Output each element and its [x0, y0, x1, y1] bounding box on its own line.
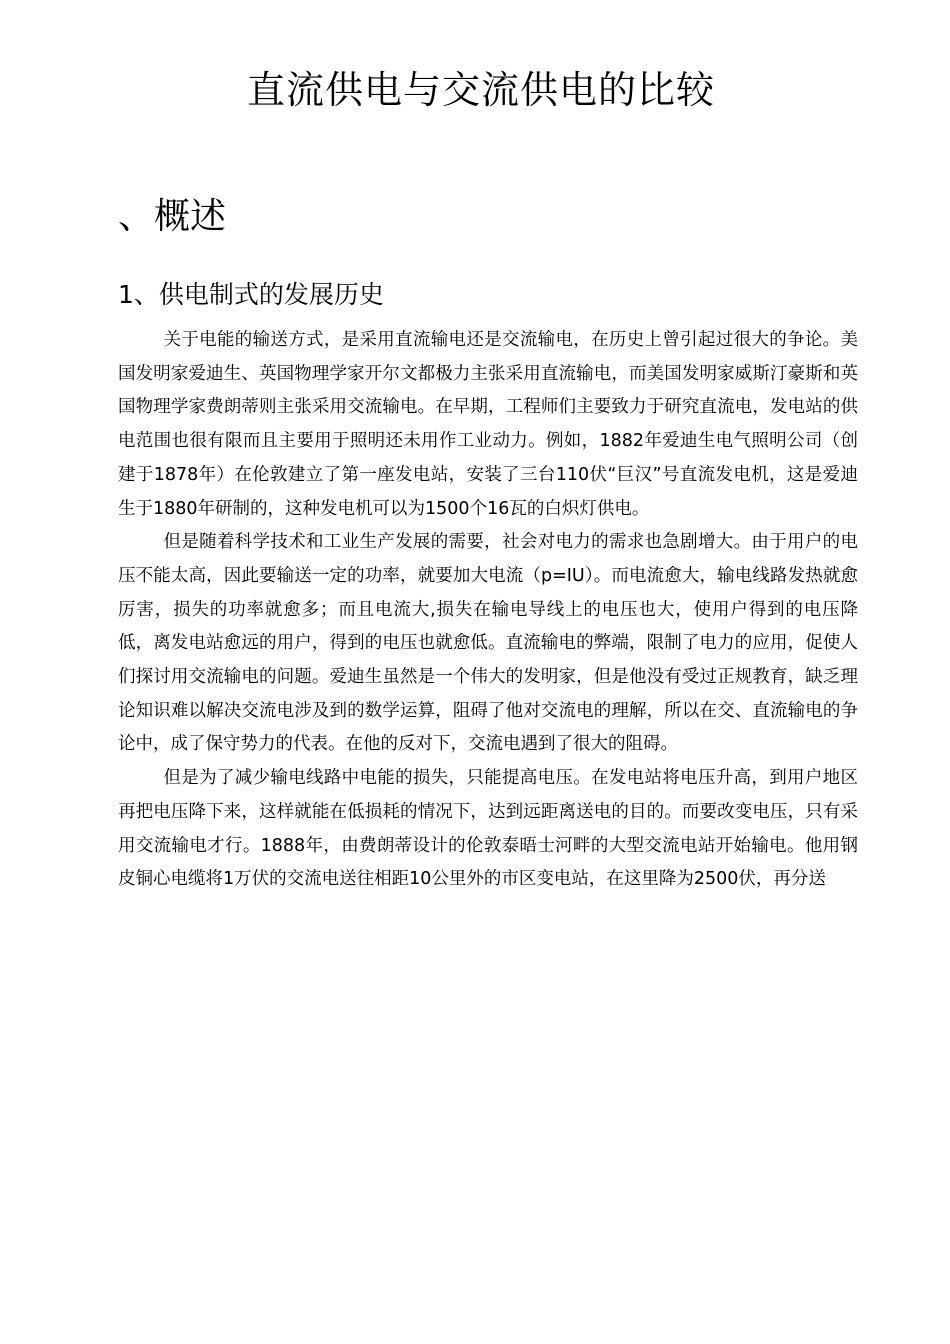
document-title: 直流供电与交流供电的比较 [246, 68, 715, 112]
paragraph: 关于电能的输送方式，是采用直流输电还是交流输电，在历史上曾引起过很大的争论。美国发明家爱迪生、英国物理学家开尔文都极力主张采用直流输电，而美国发明家威斯汀豪斯和英国物理学家费朗蒂则主张采用交流输电。在早期，工程师们主要致力于研究直流电，发电站的供电范围也很有限而且主要用于照明还未用作工业动力。例如，1882年爱迪生电气照明公司（创建于1878年）在伦敦建立了第一座发电站，安装了三台110伏“巨汉”号直流发电机，这是爱迪生于1880年研制的，这种发电机可以为1500个16瓦的白炽灯供电。 [118, 330, 858, 519]
section-heading: 、概述 [118, 196, 227, 237]
subsection-heading: 1、供电制式的发展历史 [118, 280, 384, 309]
paragraph: 但是为了减少输电线路中电能的损失，只能提高电压。在发电站将电压升高，到用户地区再把电压降下来，这样就能在低损耗的情况下，达到远距离送电的目的。而要改变电压，只有采用交流输电才行。1888年，由费朗蒂设计的伦敦泰晤士河畔的大型交流电站开始输电。他用钢皮铜心电缆将1万伏的交流电送往相距10公里外的市区变电站，在这里降为2500伏，再分送 [118, 768, 858, 890]
body-text [118, 324, 858, 897]
paragraph: 但是随着科学技术和工业生产发展的需要，社会对电力的需求也急剧增大。由于用户的电压不能太高，因此要输送一定的功率，就要加大电流（p=IU）。而电流愈大，输电线路发热就愈厉害，损失的功率就愈多；而且电流大,损失在输电导线上的电压也大，使用户得到的电压降低，离发电站愈远的用户，得到的电压也就愈低。直流输电的弊端，限制了电力的应用，促使人们探讨用交流输电的问题。爱迪生虽然是一个伟大的发明家，但是他没有受过正规教育，缺乏理论知识难以解决交流电涉及到的数学运算，阻碍了他对交流电的理解，所以在交、直流输电的争论中，成了保守势力的代表。在他的反对下，交流电遇到了很大的阻碍。 [118, 532, 858, 755]
